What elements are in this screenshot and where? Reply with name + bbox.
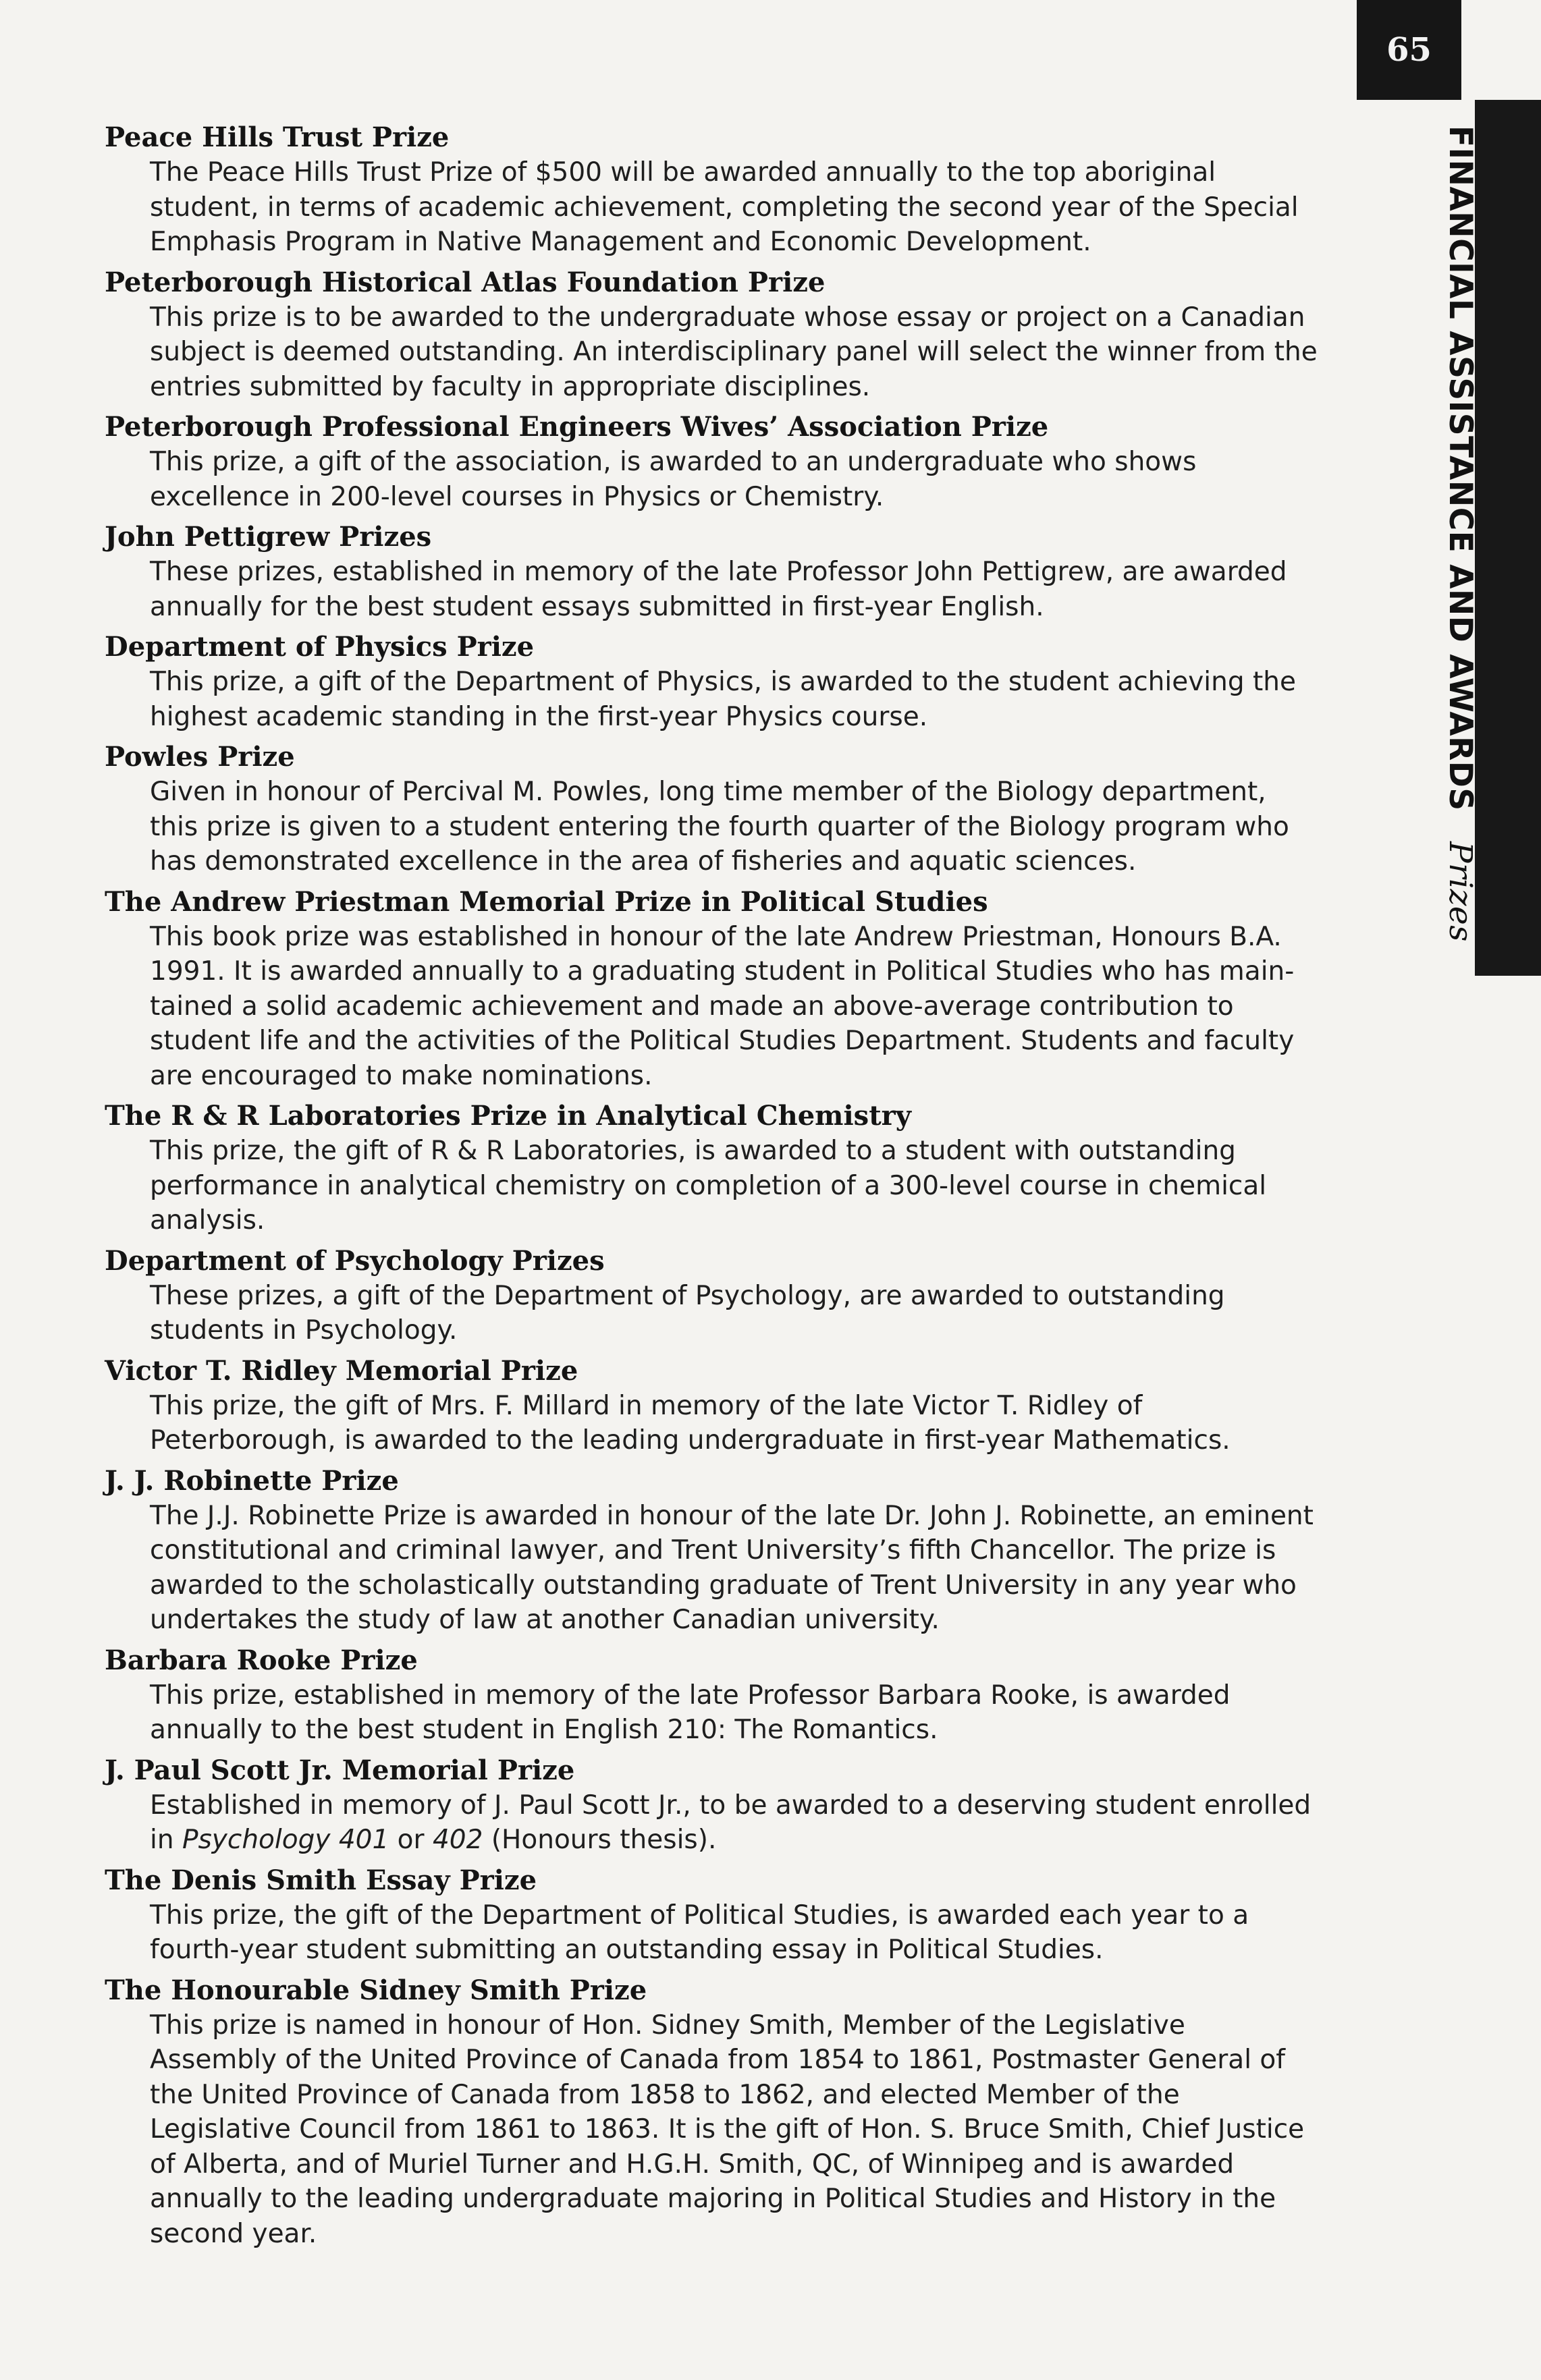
prize-entry [105, 1643, 1340, 1748]
prize-entry [105, 1099, 1340, 1238]
prize-title: The Denis Smith Essay Prize [105, 1864, 537, 1896]
prize-list [105, 120, 1340, 2257]
prize-description: This prize, established in memory of the late Professor Barbara Rooke, is awarded annually to the best student in English 210: The Romantics. [150, 1680, 1231, 1745]
prize-description: This prize, a gift of the association, is awarded to an undergraduate who shows excellence in 200-level courses in Physics or Chemistry. [150, 447, 1197, 512]
prize-description: These prizes, a gift of the Department of Psychology, are awarded to outstanding students in Psychology. [150, 1280, 1225, 1346]
prize-title: Powles Prize [105, 741, 295, 773]
prize-title: John Pettigrew Prizes [105, 521, 432, 553]
prize-description: The J.J. Robinette Prize is awarded in honour of the late Dr. John J. Robinette, an eminent constitutional and criminal lawyer, and Trent University’s fifth Chancellor. The prize is awarded to the scholastically outstanding graduate of Trent University in any year who undertakes the study of law at another Canadian university. [150, 1500, 1314, 1635]
prize-title: Victor T. Ridley Memorial Prize [105, 1354, 578, 1387]
page-number: 65 [1386, 31, 1432, 69]
prize-description: These prizes, established in memory of the late Professor John Pettigrew, are awarded annually for the best student essays submitted in first-year English. [150, 557, 1287, 622]
section-heading-title: FINANCIAL ASSISTANCE AND AWARDS [1442, 126, 1479, 811]
page-number-tab [1357, 0, 1461, 100]
prize-description: This prize, the gift of the Department of Political Studies, is awarded each year to a fourth-year student submitting an outstanding essay in Political Studies. [150, 1900, 1249, 1965]
prize-entry [105, 410, 1340, 514]
prize-title: Department of Psychology Prizes [105, 1244, 605, 1277]
prize-title: J. J. Robinette Prize [105, 1464, 399, 1497]
prize-description: This prize is to be awarded to the undergraduate whose essay or project on a Canadian subject is deemed outstanding. An interdisciplinary panel will select the winner from the entries submitted by faculty in appropriate disciplines. [150, 302, 1318, 402]
prize-description: This prize is named in honour of Hon. Sidney Smith, Member of the Legislative Assembly of the United Province of Canada from 1854 to 1861, Postmaster General of the United Province of Canada from 1858 to 1862, and elected Member of the Legislative Council from 1861 to 1863. It is the gift of Hon. S. Bruce Smith, Chief Justice of Alberta, and of Muriel Turner and H.G.H. Smith, QC, of Winnipeg and is awarded annually to the leading undergraduate majoring in Political Studies and History in the second year. [150, 2010, 1305, 2249]
prize-entry [105, 265, 1340, 405]
prize-title: Peterborough Professional Engineers Wives’ Association Prize [105, 411, 1049, 443]
prize-entry [105, 885, 1340, 1094]
prize-entry [105, 120, 1340, 260]
prize-description: The Peace Hills Trust Prize of $500 will be awarded annually to the top aboriginal student, in terms of academic achievement, completing the second year of the Special Emphasis Program in Native Management and Economic Development. [150, 157, 1299, 257]
section-heading [1442, 126, 1479, 942]
prize-description: This book prize was established in honour of the late Andrew Priestman, Honours B.A. 1991. It is awarded annually to a graduating student in Political Studies who has main- tained a solid academic achievement and made an above-average contribution to student life and the activities of the Political Studies Department. Students and faculty are encouraged to make nominations. [150, 921, 1295, 1091]
prize-title: Peace Hills Trust Prize [105, 121, 450, 153]
prize-entry [105, 1354, 1340, 1458]
prize-entry [105, 520, 1340, 624]
prize-title: J. Paul Scott Jr. Memorial Prize [105, 1754, 575, 1786]
prize-title: Peterborough Historical Atlas Foundation Prize [105, 266, 826, 298]
prize-entry [105, 1753, 1340, 1858]
prize-description: This prize, the gift of R & R Laboratories, is awarded to a student with outstanding performance in analytical chemistry on completion of a 300-level course in chemical analysis. [150, 1136, 1267, 1236]
prize-title: The Honourable Sidney Smith Prize [105, 1974, 647, 2006]
prize-entry [105, 630, 1340, 734]
prize-title: The R & R Laboratories Prize in Analytical Chemistry [105, 1100, 911, 1132]
prize-description: Established in memory of J. Paul Scott Jr., to be awarded to a deserving student enrolled in Psychology 401 or 402 (Honours thesis). [150, 1790, 1312, 1855]
prize-description: This prize, a gift of the Department of Physics, is awarded to the student achieving the highest academic standing in the first-year Physics course. [150, 667, 1297, 732]
prize-entry [105, 1244, 1340, 1348]
prize-description: This prize, the gift of Mrs. F. Millard in memory of the late Victor T. Ridley of Peterborough, is awarded to the leading undergraduate in first-year Mathematics. [150, 1390, 1231, 1456]
prize-title: Barbara Rooke Prize [105, 1644, 418, 1676]
prize-description: Given in honour of Percival M. Powles, long time member of the Biology department, this prize is given to a student entering the fourth quarter of the Biology program who has demonstrated excellence in the area of fisheries and aquatic sciences. [150, 777, 1289, 877]
prize-entry [105, 1863, 1340, 1968]
section-side-bar [1475, 100, 1541, 976]
prize-title: Department of Physics Prize [105, 631, 535, 663]
prize-entry [105, 1973, 1340, 2252]
prize-entry [105, 1464, 1340, 1638]
prize-title: The Andrew Priestman Memorial Prize in Political Studies [105, 885, 988, 918]
prize-entry [105, 740, 1340, 879]
section-heading-subtitle: Prizes [1442, 841, 1479, 942]
